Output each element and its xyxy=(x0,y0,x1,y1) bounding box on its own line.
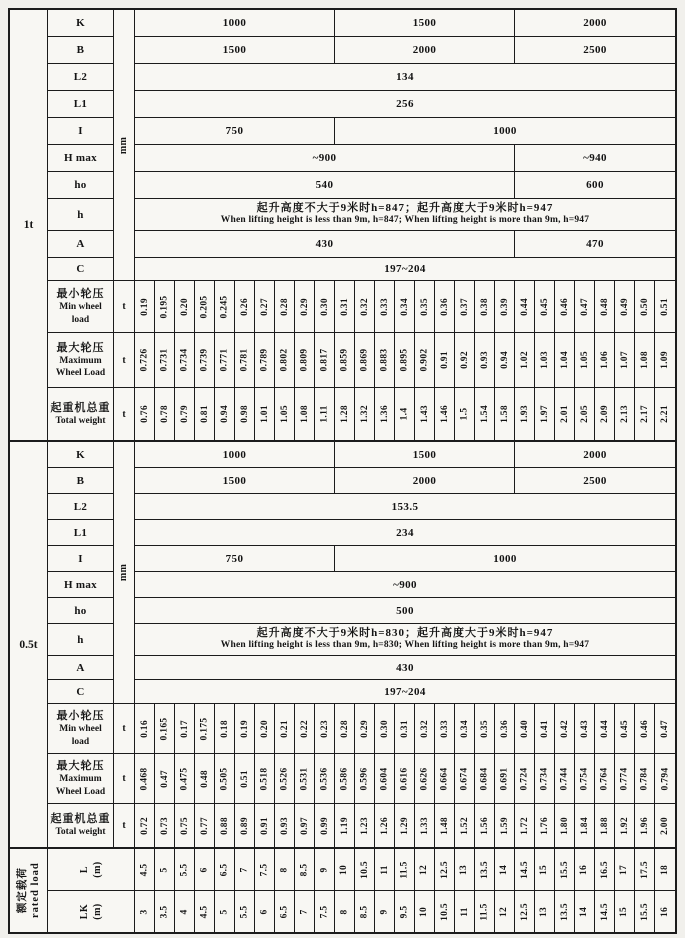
value-cell: 0.46 xyxy=(555,281,575,333)
value-cell: 0.30 xyxy=(375,704,395,754)
lifting-height-note: 起升高度不大于9米时h=830；起升高度大于9米时h=947 When lifting height is less than 9m, h=830; When lifting height is more than 9m, h=947 xyxy=(135,624,675,656)
span-value: 11.5 xyxy=(395,849,415,891)
value-cell: 1.72 xyxy=(515,804,535,849)
value-cell: 1.58 xyxy=(495,388,515,442)
load-row-label: 起重机总重 Total weight xyxy=(48,388,114,442)
span-value: 3 xyxy=(135,891,155,932)
value-cell: 0.36 xyxy=(495,704,515,754)
dim-value: ~900 xyxy=(135,572,675,598)
value-cell: 0.531 xyxy=(295,754,315,804)
value-cell: 0.17 xyxy=(175,704,195,754)
value-cell: 0.50 xyxy=(635,281,655,333)
dim-value: 750 xyxy=(135,546,335,572)
group-label-0.5t: 0.5t xyxy=(10,442,48,849)
value-cell: 0.51 xyxy=(655,281,675,333)
value-cell: 0.684 xyxy=(475,754,495,804)
rated-load-label: 额定载荷 rated load xyxy=(10,849,48,932)
value-cell: 1.36 xyxy=(375,388,395,442)
dim-value: 2000 xyxy=(335,468,515,494)
value-cell: 0.77 xyxy=(195,804,215,849)
span-value: 9 xyxy=(315,849,335,891)
value-cell: 0.802 xyxy=(275,333,295,388)
value-cell: 1.05 xyxy=(575,333,595,388)
dim-value: 197~204 xyxy=(135,258,675,281)
value-cell: 0.895 xyxy=(395,333,415,388)
value-cell: 0.22 xyxy=(295,704,315,754)
value-cell: 0.784 xyxy=(635,754,655,804)
value-cell: 1.43 xyxy=(415,388,435,442)
value-cell: 1.92 xyxy=(615,804,635,849)
value-cell: 1.93 xyxy=(515,388,535,442)
value-cell: 0.34 xyxy=(455,704,475,754)
span-value: 12 xyxy=(415,849,435,891)
span-value: 14 xyxy=(575,891,595,932)
span-value: 7 xyxy=(235,849,255,891)
value-cell: 0.536 xyxy=(315,754,335,804)
row-label-I: I xyxy=(48,546,114,572)
span-value: 13 xyxy=(535,891,555,932)
value-cell: 0.32 xyxy=(355,281,375,333)
value-cell: 0.89 xyxy=(235,804,255,849)
span-value: 4 xyxy=(175,891,195,932)
span-value: 9.5 xyxy=(395,891,415,932)
value-cell: 1.56 xyxy=(475,804,495,849)
value-cell: 0.37 xyxy=(455,281,475,333)
value-cell: 1.76 xyxy=(535,804,555,849)
value-cell: 1.03 xyxy=(535,333,555,388)
value-cell: 1.32 xyxy=(355,388,375,442)
span-value: 5 xyxy=(155,849,175,891)
load-row-label: 最大轮压 Maximum Wheel Load xyxy=(48,333,114,388)
value-cell: 2.09 xyxy=(595,388,615,442)
span-value: 17 xyxy=(615,849,635,891)
span-value: 18 xyxy=(655,849,675,891)
value-cell: 0.44 xyxy=(595,704,615,754)
span-value: 13.5 xyxy=(475,849,495,891)
dim-value: 600 xyxy=(515,172,675,199)
value-cell: 0.28 xyxy=(275,281,295,333)
row-label-ho: ho xyxy=(48,598,114,624)
value-cell: 1.08 xyxy=(635,333,655,388)
value-cell: 0.48 xyxy=(595,281,615,333)
value-cell: 1.08 xyxy=(295,388,315,442)
dim-value: 1500 xyxy=(135,37,335,64)
dim-value: ~940 xyxy=(515,145,675,172)
span-value: 5.5 xyxy=(175,849,195,891)
dim-value: 1000 xyxy=(335,118,675,145)
value-cell: 0.468 xyxy=(135,754,155,804)
value-cell: 0.98 xyxy=(235,388,255,442)
value-cell: 0.739 xyxy=(195,333,215,388)
value-cell: 0.40 xyxy=(515,704,535,754)
value-cell: 2.13 xyxy=(615,388,635,442)
value-cell: 0.29 xyxy=(295,281,315,333)
span-value: 12 xyxy=(495,891,515,932)
dim-value: 430 xyxy=(135,656,675,680)
value-cell: 0.817 xyxy=(315,333,335,388)
dim-value: 470 xyxy=(515,231,675,258)
span-value: 10.5 xyxy=(355,849,375,891)
load-row-label: 起重机总重 Total weight xyxy=(48,804,114,849)
span-value: 15.5 xyxy=(555,849,575,891)
value-cell: 0.19 xyxy=(135,281,155,333)
value-cell: 0.45 xyxy=(535,281,555,333)
value-cell: 0.91 xyxy=(255,804,275,849)
row-label-K: K xyxy=(48,10,114,37)
value-cell: 0.902 xyxy=(415,333,435,388)
span-value: 7 xyxy=(295,891,315,932)
row-label-I: I xyxy=(48,118,114,145)
dim-value: 1000 xyxy=(135,442,335,468)
value-cell: 0.38 xyxy=(475,281,495,333)
dim-value: 1000 xyxy=(135,10,335,37)
value-cell: 2.01 xyxy=(555,388,575,442)
value-cell: 0.616 xyxy=(395,754,415,804)
value-cell: 0.31 xyxy=(395,704,415,754)
value-cell: 0.19 xyxy=(235,704,255,754)
row-label-A: A xyxy=(48,231,114,258)
footer-row-label-LK: LK (m) xyxy=(48,891,135,932)
span-value: 8 xyxy=(335,891,355,932)
value-cell: 0.76 xyxy=(135,388,155,442)
value-cell: 0.78 xyxy=(155,388,175,442)
value-cell: 0.35 xyxy=(415,281,435,333)
value-cell: 0.664 xyxy=(435,754,455,804)
value-cell: 0.245 xyxy=(215,281,235,333)
dim-value: 540 xyxy=(135,172,515,199)
value-cell: 0.20 xyxy=(255,704,275,754)
value-cell: 0.734 xyxy=(535,754,555,804)
value-cell: 0.726 xyxy=(135,333,155,388)
span-value: 11.5 xyxy=(475,891,495,932)
span-value: 14 xyxy=(495,849,515,891)
crane-spec-table xyxy=(8,8,677,934)
unit-t: t xyxy=(114,281,135,333)
value-cell: 0.73 xyxy=(155,804,175,849)
unit-t: t xyxy=(114,333,135,388)
span-value: 9 xyxy=(375,891,395,932)
value-cell: 0.45 xyxy=(615,704,635,754)
value-cell: 0.774 xyxy=(615,754,635,804)
value-cell: 0.34 xyxy=(395,281,415,333)
value-cell: 2.17 xyxy=(635,388,655,442)
value-cell: 0.31 xyxy=(335,281,355,333)
span-value: 3.5 xyxy=(155,891,175,932)
span-value: 13.5 xyxy=(555,891,575,932)
value-cell: 1.04 xyxy=(555,333,575,388)
span-value: 6.5 xyxy=(215,849,235,891)
row-label-L2: L2 xyxy=(48,494,114,520)
dim-value: ~900 xyxy=(135,145,515,172)
value-cell: 2.00 xyxy=(655,804,675,849)
unit-mm: mm xyxy=(114,10,135,281)
dim-value: 1500 xyxy=(335,10,515,37)
value-cell: 0.81 xyxy=(195,388,215,442)
lifting-height-note: 起升高度不大于9米时h=847；起升高度大于9米时h=947 When lifting height is less than 9m, h=847; When lifting height is more than 9m, h=947 xyxy=(135,199,675,231)
value-cell: 0.771 xyxy=(215,333,235,388)
dim-value: 1500 xyxy=(135,468,335,494)
dim-value: 430 xyxy=(135,231,515,258)
value-cell: 0.28 xyxy=(335,704,355,754)
value-cell: 0.46 xyxy=(635,704,655,754)
value-cell: 1.09 xyxy=(655,333,675,388)
value-cell: 0.92 xyxy=(455,333,475,388)
value-cell: 0.33 xyxy=(375,281,395,333)
value-cell: 1.48 xyxy=(435,804,455,849)
row-label-K: K xyxy=(48,442,114,468)
value-cell: 0.518 xyxy=(255,754,275,804)
value-cell: 1.97 xyxy=(535,388,555,442)
row-label-L1: L1 xyxy=(48,520,114,546)
value-cell: 0.691 xyxy=(495,754,515,804)
span-value: 16.5 xyxy=(595,849,615,891)
value-cell: 0.18 xyxy=(215,704,235,754)
dim-value: 2000 xyxy=(515,10,675,37)
value-cell: 0.35 xyxy=(475,704,495,754)
unit-mm: mm xyxy=(114,442,135,704)
span-value: 8.5 xyxy=(355,891,375,932)
value-cell: 0.49 xyxy=(615,281,635,333)
value-cell: 0.23 xyxy=(315,704,335,754)
dim-value: 2500 xyxy=(515,468,675,494)
dim-value: 2000 xyxy=(335,37,515,64)
row-label-B: B xyxy=(48,37,114,64)
span-value: 4.5 xyxy=(135,849,155,891)
value-cell: 0.859 xyxy=(335,333,355,388)
span-value: 10.5 xyxy=(435,891,455,932)
dim-value: 2000 xyxy=(515,442,675,468)
span-value: 11 xyxy=(455,891,475,932)
load-row-label: 最小轮压 Min wheel load xyxy=(48,281,114,333)
value-cell: 0.47 xyxy=(655,704,675,754)
unit-t: t xyxy=(114,704,135,754)
value-cell: 1.26 xyxy=(375,804,395,849)
value-cell: 0.626 xyxy=(415,754,435,804)
value-cell: 0.36 xyxy=(435,281,455,333)
value-cell: 0.30 xyxy=(315,281,335,333)
value-cell: 0.165 xyxy=(155,704,175,754)
value-cell: 0.47 xyxy=(155,754,175,804)
span-value: 16 xyxy=(655,891,675,932)
value-cell: 0.764 xyxy=(595,754,615,804)
value-cell: 1.29 xyxy=(395,804,415,849)
dim-value: 256 xyxy=(135,91,675,118)
dim-value: 500 xyxy=(135,598,675,624)
value-cell: 1.96 xyxy=(635,804,655,849)
span-value: 13 xyxy=(455,849,475,891)
dim-value: 750 xyxy=(135,118,335,145)
dim-value: 153.5 xyxy=(135,494,675,520)
value-cell: 2.21 xyxy=(655,388,675,442)
value-cell: 0.526 xyxy=(275,754,295,804)
value-cell: 0.604 xyxy=(375,754,395,804)
value-cell: 0.44 xyxy=(515,281,535,333)
dim-value: 1500 xyxy=(335,442,515,468)
row-label-B: B xyxy=(48,468,114,494)
span-value: 12.5 xyxy=(435,849,455,891)
unit-t: t xyxy=(114,754,135,804)
span-value: 10 xyxy=(335,849,355,891)
value-cell: 0.505 xyxy=(215,754,235,804)
value-cell: 1.46 xyxy=(435,388,455,442)
row-label-L1: L1 xyxy=(48,91,114,118)
value-cell: 0.781 xyxy=(235,333,255,388)
value-cell: 0.754 xyxy=(575,754,595,804)
span-value: 15.5 xyxy=(635,891,655,932)
value-cell: 0.809 xyxy=(295,333,315,388)
value-cell: 0.586 xyxy=(335,754,355,804)
value-cell: 0.21 xyxy=(275,704,295,754)
span-value: 16 xyxy=(575,849,595,891)
value-cell: 1.06 xyxy=(595,333,615,388)
value-cell: 0.42 xyxy=(555,704,575,754)
value-cell: 0.51 xyxy=(235,754,255,804)
value-cell: 1.33 xyxy=(415,804,435,849)
row-label-ho: ho xyxy=(48,172,114,199)
span-value: 6 xyxy=(195,849,215,891)
value-cell: 1.54 xyxy=(475,388,495,442)
dim-value: 197~204 xyxy=(135,680,675,704)
footer-row-label-L: L (m) xyxy=(48,849,135,891)
value-cell: 0.869 xyxy=(355,333,375,388)
value-cell: 1.52 xyxy=(455,804,475,849)
span-value: 6 xyxy=(255,891,275,932)
value-cell: 0.39 xyxy=(495,281,515,333)
value-cell: 1.19 xyxy=(335,804,355,849)
value-cell: 0.596 xyxy=(355,754,375,804)
value-cell: 1.23 xyxy=(355,804,375,849)
span-value: 15 xyxy=(535,849,555,891)
value-cell: 0.94 xyxy=(215,388,235,442)
value-cell: 0.33 xyxy=(435,704,455,754)
dim-value: 134 xyxy=(135,64,675,91)
dim-value: 234 xyxy=(135,520,675,546)
value-cell: 1.28 xyxy=(335,388,355,442)
span-value: 8.5 xyxy=(295,849,315,891)
value-cell: 0.47 xyxy=(575,281,595,333)
value-cell: 0.205 xyxy=(195,281,215,333)
row-label-C: C xyxy=(48,258,114,281)
span-value: 14.5 xyxy=(595,891,615,932)
span-value: 14.5 xyxy=(515,849,535,891)
value-cell: 0.93 xyxy=(475,333,495,388)
row-label-L2: L2 xyxy=(48,64,114,91)
unit-t: t xyxy=(114,804,135,849)
value-cell: 0.97 xyxy=(295,804,315,849)
value-cell: 0.88 xyxy=(215,804,235,849)
value-cell: 1.05 xyxy=(275,388,295,442)
value-cell: 0.43 xyxy=(575,704,595,754)
value-cell: 0.93 xyxy=(275,804,295,849)
span-value: 8 xyxy=(275,849,295,891)
value-cell: 0.32 xyxy=(415,704,435,754)
value-cell: 0.475 xyxy=(175,754,195,804)
value-cell: 0.94 xyxy=(495,333,515,388)
value-cell: 0.75 xyxy=(175,804,195,849)
span-value: 6.5 xyxy=(275,891,295,932)
value-cell: 0.724 xyxy=(515,754,535,804)
value-cell: 0.731 xyxy=(155,333,175,388)
row-label-h: h xyxy=(48,624,114,656)
span-value: 11 xyxy=(375,849,395,891)
value-cell: 0.16 xyxy=(135,704,155,754)
value-cell: 0.48 xyxy=(195,754,215,804)
value-cell: 0.27 xyxy=(255,281,275,333)
span-value: 5 xyxy=(215,891,235,932)
value-cell: 0.26 xyxy=(235,281,255,333)
value-cell: 0.20 xyxy=(175,281,195,333)
value-cell: 0.674 xyxy=(455,754,475,804)
span-value: 5.5 xyxy=(235,891,255,932)
value-cell: 1.84 xyxy=(575,804,595,849)
span-value: 12.5 xyxy=(515,891,535,932)
value-cell: 0.883 xyxy=(375,333,395,388)
value-cell: 0.79 xyxy=(175,388,195,442)
value-cell: 0.91 xyxy=(435,333,455,388)
dim-value: 1000 xyxy=(335,546,675,572)
group-label-1t: 1t xyxy=(10,10,48,442)
value-cell: 0.744 xyxy=(555,754,575,804)
value-cell: 0.789 xyxy=(255,333,275,388)
value-cell: 1.01 xyxy=(255,388,275,442)
row-label-h: h xyxy=(48,199,114,231)
unit-t: t xyxy=(114,388,135,442)
value-cell: 1.11 xyxy=(315,388,335,442)
value-cell: 1.02 xyxy=(515,333,535,388)
value-cell: 1.07 xyxy=(615,333,635,388)
value-cell: 0.72 xyxy=(135,804,155,849)
span-value: 10 xyxy=(415,891,435,932)
span-value: 7.5 xyxy=(255,849,275,891)
dim-value: 2500 xyxy=(515,37,675,64)
value-cell: 1.5 xyxy=(455,388,475,442)
row-label-A: A xyxy=(48,656,114,680)
span-value: 7.5 xyxy=(315,891,335,932)
value-cell: 0.29 xyxy=(355,704,375,754)
span-value: 4.5 xyxy=(195,891,215,932)
value-cell: 0.195 xyxy=(155,281,175,333)
value-cell: 0.175 xyxy=(195,704,215,754)
load-row-label: 最大轮压 Maximum Wheel Load xyxy=(48,754,114,804)
load-row-label: 最小轮压 Min wheel load xyxy=(48,704,114,754)
value-cell: 1.4 xyxy=(395,388,415,442)
value-cell: 2.05 xyxy=(575,388,595,442)
value-cell: 0.41 xyxy=(535,704,555,754)
span-value: 17.5 xyxy=(635,849,655,891)
row-label-C: C xyxy=(48,680,114,704)
value-cell: 0.734 xyxy=(175,333,195,388)
value-cell: 0.794 xyxy=(655,754,675,804)
value-cell: 1.59 xyxy=(495,804,515,849)
value-cell: 1.88 xyxy=(595,804,615,849)
row-label-H-max: H max xyxy=(48,145,114,172)
span-value: 15 xyxy=(615,891,635,932)
value-cell: 1.80 xyxy=(555,804,575,849)
row-label-H-max: H max xyxy=(48,572,114,598)
value-cell: 0.99 xyxy=(315,804,335,849)
